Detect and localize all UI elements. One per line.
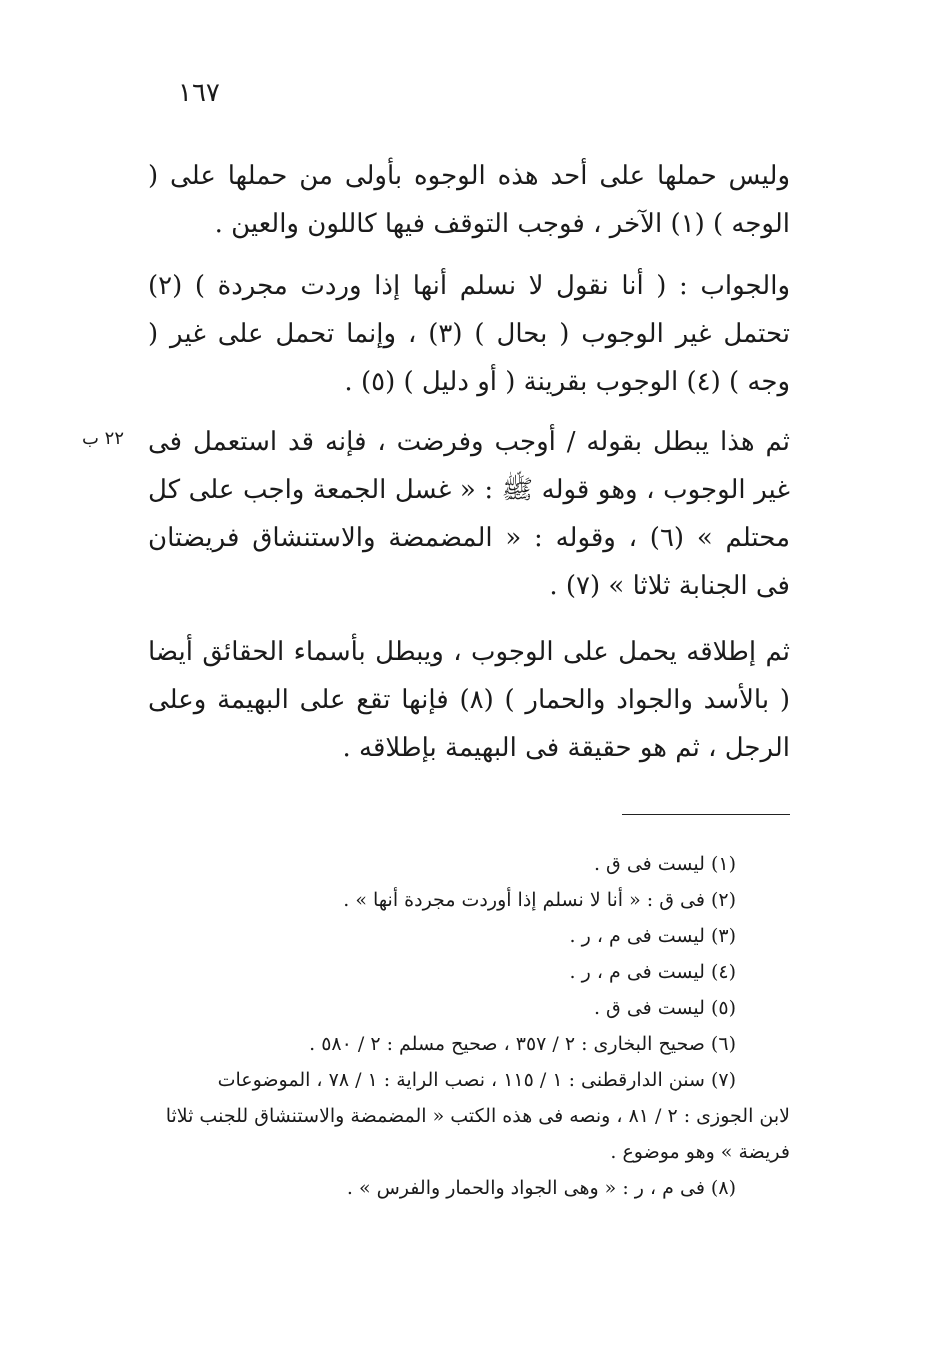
footnote-5: (٥) ليست فى ق . <box>593 997 736 1019</box>
footnote-7-line-1: (٧) سنن الدارقطنى : ١ / ١١٥ ، نصب الراية : ١ / ٧٨ ، الموضوعات <box>217 1069 736 1091</box>
footnote-1: (١) ليست فى ق . <box>593 853 736 875</box>
footnote-4: (٤) ليست فى م ، ر . <box>569 961 736 983</box>
page-number: ١٦٧ <box>178 78 220 108</box>
paragraph-1: وليس حملها على أحد هذه الوجوه بأولى من حملها على ( الوجه ) (١) الآخر ، فوجب التوقف فيها كاللون والعين . <box>148 161 790 239</box>
footnote-7-line-3: فريضة » وهو موضوع . <box>610 1141 790 1163</box>
paragraph-4: ثم إطلاقه يحمل على الوجوب ، ويبطل بأسماء الحقائق أيضا ( بالأسد والجواد والحمار ) (٨) فإنها تقع على البهيمة وعلى الرجل ، ثم هو حقيقة فى البهيمة بإطلاقه . <box>148 637 791 763</box>
margin-folio-note: ٢٢ ب <box>82 428 125 449</box>
paragraph-3: ثم هذا يبطل بقوله / أوجب وفرضت ، فإنه قد استعمل فى غير الوجوب ، وهو قوله ﷺ : « غسل الجمعة واجب على كل محتلم » (٦) ، وقوله : « المضمضة والاستنشاق فريضتان فى الجنابة ثلاثا » (٧) . <box>148 427 790 601</box>
footnotes-section <box>148 846 790 1206</box>
footnote-7-line-2: لابن الجوزى : ٢ / ٨١ ، ونصه فى هذه الكتب « المضمضة والاستنشاق للجنب ثلاثا <box>165 1105 790 1127</box>
footnote-2: (٢) فى ق : « أنا لا نسلم إذا أوردت مجردة أنها » . <box>343 889 736 911</box>
footnote-6: (٦) صحيح البخارى : ٢ / ٣٥٧ ، صحيح مسلم : ٢ / ٥٨٠ . <box>309 1033 736 1055</box>
footnote-separator <box>622 814 790 815</box>
paragraph-2: والجواب : ( أنا نقول لا نسلم أنها إذا وردت مجردة ) (٢) تحتمل غير الوجوب ( بحال ) (٣) ، وإنما تحمل على غير ( وجه ) (٤) الوجوب بقرينة ( أو دليل ) (٥) . <box>148 271 790 397</box>
footnote-8: (٨) فى م ، ر : « وهى الجواد والحمار والفرس » . <box>346 1177 736 1199</box>
footnote-3: (٣) ليست فى م ، ر . <box>569 925 736 947</box>
